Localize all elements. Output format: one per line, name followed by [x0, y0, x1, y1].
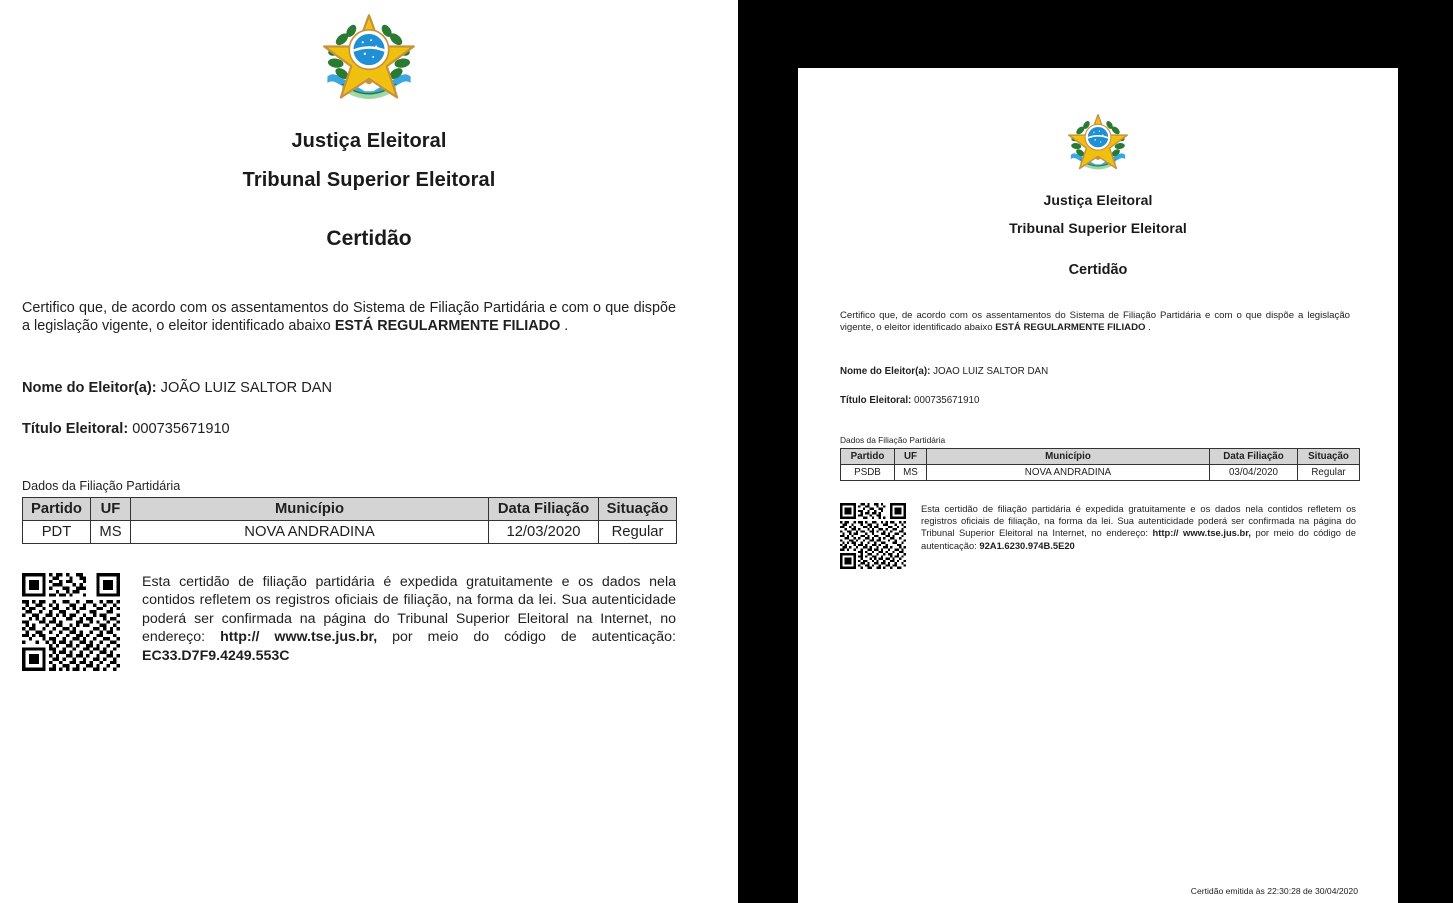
table-row	[23, 521, 677, 544]
cell-municipio: NOVA ANDRADINA	[131, 521, 489, 544]
field-voter-name-label: Nome do Eleitor(a):	[22, 380, 157, 396]
authentication-note	[921, 503, 1356, 552]
paragraph-suffix: .	[1145, 321, 1151, 333]
brazil-coat-of-arms-icon	[1064, 110, 1132, 178]
field-voter-name-label: Nome do Eleitor(a):	[840, 365, 931, 377]
note-part1: Esta certidão de filiação partidária é expedida gratuitamente e os dados nela contidos refletem os registros oficiais de filiação, na forma da lei. Sua autenticidade poderá ser confirmada na página do Tribunal Superior Eleitoral na Internet, no endereço:	[142, 574, 676, 646]
tse-url: http:// www.tse.jus.br,	[1152, 527, 1251, 539]
col-situacao: Situação	[599, 498, 677, 521]
tse-url: http:// www.tse.jus.br,	[220, 629, 378, 646]
cell-partido: PSDB	[841, 464, 895, 480]
table-header-row	[23, 498, 677, 521]
cell-data-filiacao: 03/04/2020	[1210, 464, 1298, 480]
org-line-justica-eleitoral: Justiça Eleitoral	[291, 130, 447, 152]
cell-uf: MS	[895, 464, 927, 480]
certification-paragraph	[22, 299, 676, 335]
authentication-qr-code-icon	[22, 573, 120, 671]
col-situacao: Situação	[1298, 448, 1360, 464]
cell-situacao: Regular	[599, 521, 677, 544]
field-voter-name-value: JOÃO LUIZ SALTOR DAN	[160, 380, 333, 396]
party-affiliation-table	[22, 497, 677, 544]
col-uf: UF	[895, 448, 927, 464]
col-partido: Partido	[841, 448, 895, 464]
certification-paragraph	[840, 310, 1350, 334]
table-row	[841, 464, 1360, 480]
cell-situacao: Regular	[1298, 464, 1360, 480]
col-partido: Partido	[23, 498, 91, 521]
authentication-code: 92A1.6230.974B.5E20	[979, 539, 1075, 551]
cell-uf: MS	[91, 521, 131, 544]
field-voter-id	[840, 395, 1398, 406]
cell-municipio: NOVA ANDRADINA	[927, 464, 1210, 480]
org-line-tribunal-superior-eleitoral: Tribunal Superior Eleitoral	[1009, 220, 1187, 236]
table-caption: Dados da Filiação Partidária	[840, 434, 946, 445]
authentication-note	[142, 573, 676, 665]
paragraph-emphasis: ESTÁ REGULARMENTE FILIADO	[995, 321, 1146, 333]
table-header-row	[841, 448, 1360, 464]
note-part2: por meio do código de autenticação:	[377, 629, 676, 646]
paragraph-emphasis: ESTÁ REGULARMENTE FILIADO	[334, 318, 561, 334]
cell-data-filiacao: 12/03/2020	[489, 521, 599, 544]
authentication-qr-code-icon	[840, 503, 906, 569]
document-title: Certidão	[326, 227, 412, 250]
field-voter-id	[22, 421, 738, 437]
org-line-tribunal-superior-eleitoral: Tribunal Superior Eleitoral	[242, 169, 496, 191]
party-affiliation-table	[840, 448, 1360, 481]
field-voter-name-value: JOAO LUIZ SALTOR DAN	[933, 365, 1049, 377]
field-voter-id-label: Título Eleitoral:	[840, 394, 912, 406]
note-part1: Esta certidão de filiação partidária é expedida gratuitamente e os dados nela contidos refletem os registros oficiais de filiação, na forma da lei. Sua autenticidade poderá ser confirmada na página do Tribunal Superior Eleitoral na Internet, no endereço:	[921, 502, 1356, 539]
paragraph-prefix: Certifico que, de acordo com os assentamentos do Sistema de Filiação Partidária e com o que dispõe a legislação vigente, o eleitor identificado abaixo	[22, 300, 676, 334]
cell-partido: PDT	[23, 521, 91, 544]
paragraph-prefix: Certifico que, de acordo com os assentamentos do Sistema de Filiação Partidária e com o que dispõe a legislação vigente, o eleitor identificado abaixo	[840, 310, 1350, 333]
note-part2: por meio do código de autenticação:	[921, 527, 1356, 551]
col-data-filiacao: Data Filiação	[489, 498, 599, 521]
authentication-footer	[22, 573, 676, 671]
authentication-footer	[840, 503, 1356, 569]
field-voter-id-value: 000735671910	[132, 421, 230, 437]
document-title: Certidão	[1068, 262, 1128, 278]
field-voter-id-value: 000735671910	[914, 394, 980, 406]
field-voter-name	[22, 380, 738, 396]
issued-timestamp: Certidão emitida às 22:30:28 de 30/04/2020	[1190, 886, 1358, 896]
paragraph-suffix: .	[560, 318, 569, 334]
certificate-page-right	[798, 68, 1398, 903]
authentication-code: EC33.D7F9.4249.553C	[142, 647, 290, 664]
table-caption: Dados da Filiação Partidária	[22, 479, 181, 493]
brazil-coat-of-arms-icon	[317, 8, 421, 112]
col-uf: UF	[91, 498, 131, 521]
col-municipio: Município	[131, 498, 489, 521]
col-data-filiacao: Data Filiação	[1210, 448, 1298, 464]
field-voter-name	[840, 366, 1398, 377]
org-line-justica-eleitoral: Justiça Eleitoral	[1043, 192, 1153, 208]
col-municipio: Município	[927, 448, 1210, 464]
field-voter-id-label: Título Eleitoral:	[22, 421, 129, 437]
